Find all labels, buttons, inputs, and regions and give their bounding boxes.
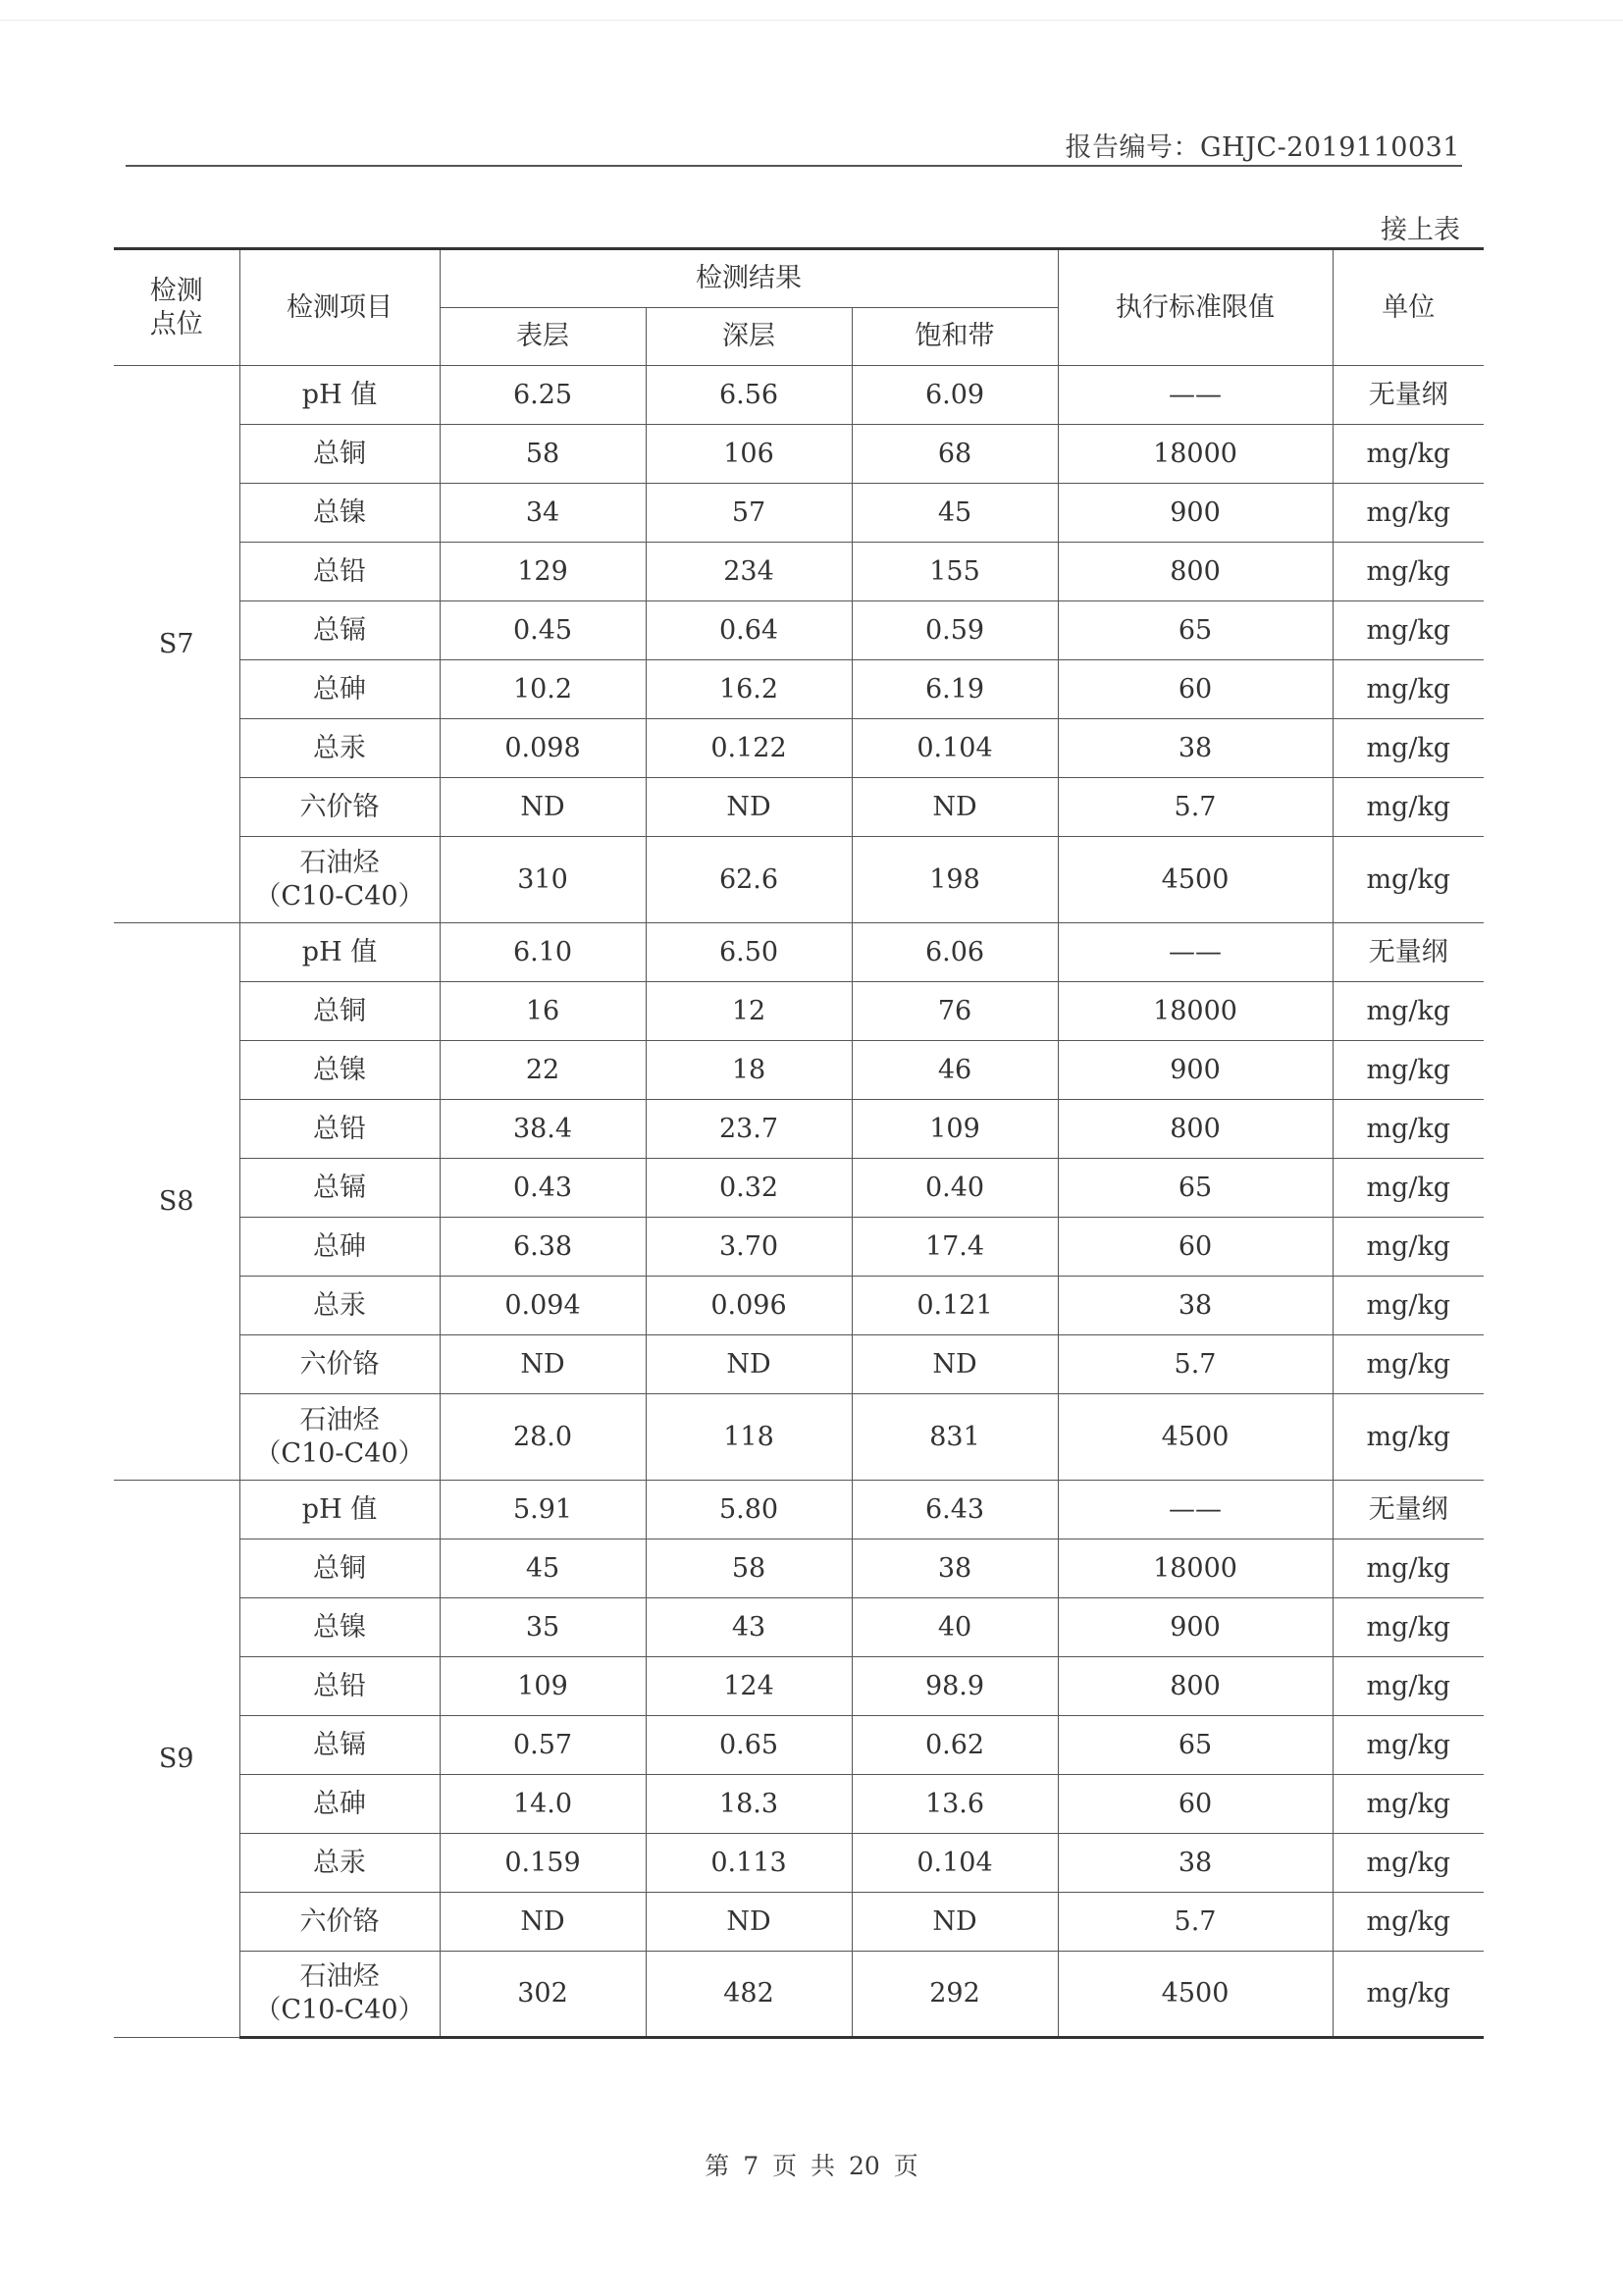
surface-value-cell: 28.0 <box>440 1394 646 1481</box>
saturated-value-cell: 98.9 <box>852 1657 1058 1716</box>
limit-value-cell: 800 <box>1058 1657 1333 1716</box>
deep-value-cell: 16.2 <box>646 660 852 719</box>
table-row <box>114 1159 1484 1218</box>
table-row <box>114 778 1484 837</box>
unit-cell: mg/kg <box>1333 1159 1484 1218</box>
saturated-value-cell: 46 <box>852 1041 1058 1100</box>
item-name: 总砷 <box>313 1230 366 1262</box>
deep-value-cell: 0.122 <box>646 719 852 778</box>
deep-value-cell: 3.70 <box>646 1218 852 1277</box>
item-cell <box>239 1657 440 1716</box>
surface-value-cell: 45 <box>440 1539 646 1598</box>
item-name: pH 值 <box>301 379 378 410</box>
limit-value-cell: —— <box>1058 923 1333 982</box>
deep-value-cell: 23.7 <box>646 1100 852 1159</box>
table-row <box>114 1100 1484 1159</box>
saturated-value-cell: 76 <box>852 982 1058 1041</box>
limit-value-cell: 38 <box>1058 1277 1333 1335</box>
col-header-item: 检测项目 <box>239 249 440 366</box>
item-cell <box>239 778 440 837</box>
unit-cell: mg/kg <box>1333 1100 1484 1159</box>
item-cell <box>239 923 440 982</box>
header-rule <box>126 165 1462 167</box>
item-name: 总砷 <box>313 673 366 704</box>
item-name: 石油烃 <box>299 847 380 878</box>
unit-cell: mg/kg <box>1333 601 1484 660</box>
saturated-value-cell: 40 <box>852 1598 1058 1657</box>
limit-value-cell: 18000 <box>1058 425 1333 484</box>
saturated-value-cell: ND <box>852 1335 1058 1394</box>
unit-cell: 无量纲 <box>1333 1481 1484 1539</box>
table-row <box>114 1335 1484 1394</box>
item-name: 总镍 <box>313 1054 366 1085</box>
unit-cell: mg/kg <box>1333 1218 1484 1277</box>
limit-value-cell: 5.7 <box>1058 1335 1333 1394</box>
saturated-value-cell: 292 <box>852 1952 1058 2038</box>
table-row <box>114 1481 1484 1539</box>
item-cell <box>239 1893 440 1952</box>
deep-value-cell: 6.56 <box>646 366 852 425</box>
unit-cell: mg/kg <box>1333 982 1484 1041</box>
col-header-site-line2: 点位 <box>149 308 203 339</box>
item-name: 总镍 <box>313 496 366 528</box>
deep-value-cell: 0.113 <box>646 1834 852 1893</box>
item-cell <box>239 1834 440 1893</box>
limit-value-cell: 38 <box>1058 719 1333 778</box>
col-header-site-line1: 检测 <box>149 275 203 306</box>
table-row <box>114 425 1484 484</box>
item-cell <box>239 366 440 425</box>
item-cell <box>239 1716 440 1775</box>
unit-cell: mg/kg <box>1333 425 1484 484</box>
deep-value-cell: 43 <box>646 1598 852 1657</box>
report-number: 报告编号：GHJC-2019110031 <box>1065 132 1460 163</box>
unit-cell: mg/kg <box>1333 1716 1484 1775</box>
unit-cell: mg/kg <box>1333 1394 1484 1481</box>
item-name: 六价铬 <box>299 1905 380 1937</box>
limit-value-cell: 60 <box>1058 1775 1333 1834</box>
table-row <box>114 982 1484 1041</box>
limit-value-cell: —— <box>1058 366 1333 425</box>
limit-value-cell: —— <box>1058 1481 1333 1539</box>
item-name: 总镍 <box>313 1611 366 1643</box>
item-cell <box>239 660 440 719</box>
deep-value-cell: 106 <box>646 425 852 484</box>
item-name: 石油烃 <box>299 1961 380 1993</box>
table-row <box>114 1834 1484 1893</box>
saturated-value-cell: 0.121 <box>852 1277 1058 1335</box>
item-name: 总铅 <box>313 1113 366 1144</box>
site-cell: S7 <box>114 366 239 923</box>
limit-value-cell: 900 <box>1058 484 1333 543</box>
deep-value-cell: 57 <box>646 484 852 543</box>
surface-value-cell: 0.45 <box>440 601 646 660</box>
saturated-value-cell: 155 <box>852 543 1058 601</box>
limit-value-cell: 65 <box>1058 1159 1333 1218</box>
item-name: 总镉 <box>313 1172 366 1203</box>
continued-label: 接上表 <box>1381 215 1460 245</box>
unit-cell: mg/kg <box>1333 1775 1484 1834</box>
surface-value-cell: ND <box>440 1335 646 1394</box>
item-cell <box>239 1100 440 1159</box>
unit-cell: mg/kg <box>1333 1539 1484 1598</box>
saturated-value-cell: ND <box>852 778 1058 837</box>
item-subname: （C10-C40） <box>254 1995 425 2025</box>
unit-cell: mg/kg <box>1333 1893 1484 1952</box>
unit-cell: 无量纲 <box>1333 923 1484 982</box>
item-name: 总砷 <box>313 1788 366 1819</box>
limit-value-cell: 4500 <box>1058 1394 1333 1481</box>
unit-cell: mg/kg <box>1333 1598 1484 1657</box>
table-row <box>114 1041 1484 1100</box>
saturated-value-cell: 13.6 <box>852 1775 1058 1834</box>
page-number: 第 7 页 共 20 页 <box>705 2152 918 2180</box>
surface-value-cell: 0.094 <box>440 1277 646 1335</box>
item-cell <box>239 837 440 923</box>
site-cell: S8 <box>114 923 239 1481</box>
table-row <box>114 1277 1484 1335</box>
table-row <box>114 923 1484 982</box>
col-header-results: 检测结果 <box>440 249 1058 308</box>
saturated-value-cell: ND <box>852 1893 1058 1952</box>
table-row <box>114 601 1484 660</box>
item-subname: （C10-C40） <box>254 880 425 912</box>
limit-value-cell: 65 <box>1058 1716 1333 1775</box>
saturated-value-cell: 6.06 <box>852 923 1058 982</box>
col-header-site <box>114 249 239 366</box>
item-name: 六价铬 <box>299 791 380 822</box>
table-row <box>114 1218 1484 1277</box>
col-header-unit: 单位 <box>1333 249 1484 366</box>
saturated-value-cell: 0.104 <box>852 719 1058 778</box>
item-cell <box>239 1277 440 1335</box>
item-cell <box>239 1598 440 1657</box>
limit-value-cell: 900 <box>1058 1041 1333 1100</box>
limit-value-cell: 60 <box>1058 660 1333 719</box>
table-row <box>114 660 1484 719</box>
deep-value-cell: ND <box>646 778 852 837</box>
deep-value-cell: 234 <box>646 543 852 601</box>
unit-cell: mg/kg <box>1333 719 1484 778</box>
saturated-value-cell: 831 <box>852 1394 1058 1481</box>
table-row <box>114 1394 1484 1481</box>
results-body <box>114 366 1484 2038</box>
item-name: 总铜 <box>313 1552 366 1584</box>
limit-value-cell: 800 <box>1058 543 1333 601</box>
deep-value-cell: 5.80 <box>646 1481 852 1539</box>
surface-value-cell: 0.159 <box>440 1834 646 1893</box>
surface-value-cell: 6.38 <box>440 1218 646 1277</box>
col-header-saturated: 饱和带 <box>852 308 1058 366</box>
deep-value-cell: 58 <box>646 1539 852 1598</box>
deep-value-cell: 0.096 <box>646 1277 852 1335</box>
surface-value-cell: 0.43 <box>440 1159 646 1218</box>
unit-cell: mg/kg <box>1333 1335 1484 1394</box>
item-cell <box>239 1159 440 1218</box>
surface-value-cell: 0.57 <box>440 1716 646 1775</box>
item-cell <box>239 1041 440 1100</box>
surface-value-cell: 302 <box>440 1952 646 2038</box>
surface-value-cell: 35 <box>440 1598 646 1657</box>
saturated-value-cell: 0.62 <box>852 1716 1058 1775</box>
saturated-value-cell: 45 <box>852 484 1058 543</box>
deep-value-cell: 12 <box>646 982 852 1041</box>
table-row <box>114 543 1484 601</box>
surface-value-cell: 5.91 <box>440 1481 646 1539</box>
surface-value-cell: 109 <box>440 1657 646 1716</box>
limit-value-cell: 38 <box>1058 1834 1333 1893</box>
saturated-value-cell: 109 <box>852 1100 1058 1159</box>
deep-value-cell: 0.65 <box>646 1716 852 1775</box>
item-cell <box>239 601 440 660</box>
unit-cell: 无量纲 <box>1333 366 1484 425</box>
saturated-value-cell: 6.09 <box>852 366 1058 425</box>
saturated-value-cell: 0.40 <box>852 1159 1058 1218</box>
item-subname: （C10-C40） <box>254 1437 425 1469</box>
item-cell <box>239 484 440 543</box>
deep-value-cell: 482 <box>646 1952 852 2038</box>
deep-value-cell: ND <box>646 1893 852 1952</box>
deep-value-cell: 62.6 <box>646 837 852 923</box>
limit-value-cell: 5.7 <box>1058 1893 1333 1952</box>
table-row <box>114 1657 1484 1716</box>
limit-value-cell: 800 <box>1058 1100 1333 1159</box>
item-cell <box>239 1218 440 1277</box>
saturated-value-cell: 17.4 <box>852 1218 1058 1277</box>
surface-value-cell: 34 <box>440 484 646 543</box>
item-cell <box>239 543 440 601</box>
limit-value-cell: 4500 <box>1058 1952 1333 2038</box>
item-name: 总镉 <box>313 614 366 646</box>
item-name: 总铅 <box>313 1670 366 1701</box>
item-name: 石油烃 <box>299 1404 380 1435</box>
table-row <box>114 366 1484 425</box>
saturated-value-cell: 38 <box>852 1539 1058 1598</box>
deep-value-cell: 0.64 <box>646 601 852 660</box>
saturated-value-cell: 6.43 <box>852 1481 1058 1539</box>
item-cell <box>239 425 440 484</box>
table-row <box>114 1952 1484 2038</box>
item-name: pH 值 <box>301 936 378 967</box>
item-name: 总镉 <box>313 1729 366 1760</box>
item-cell <box>239 1394 440 1481</box>
table-row <box>114 1598 1484 1657</box>
col-header-limit: 执行标准限值 <box>1058 249 1333 366</box>
table-row <box>114 837 1484 923</box>
limit-value-cell: 900 <box>1058 1598 1333 1657</box>
col-header-deep: 深层 <box>646 308 852 366</box>
surface-value-cell: ND <box>440 778 646 837</box>
item-name: 总铅 <box>313 555 366 587</box>
table-row <box>114 1893 1484 1952</box>
deep-value-cell: 18 <box>646 1041 852 1100</box>
saturated-value-cell: 0.104 <box>852 1834 1058 1893</box>
surface-value-cell: 129 <box>440 543 646 601</box>
saturated-value-cell: 0.59 <box>852 601 1058 660</box>
deep-value-cell: 118 <box>646 1394 852 1481</box>
surface-value-cell: 14.0 <box>440 1775 646 1834</box>
top-edge-rule <box>0 20 1623 21</box>
limit-value-cell: 60 <box>1058 1218 1333 1277</box>
table-row <box>114 1716 1484 1775</box>
surface-value-cell: 0.098 <box>440 719 646 778</box>
table-row <box>114 719 1484 778</box>
item-cell <box>239 1335 440 1394</box>
limit-value-cell: 18000 <box>1058 1539 1333 1598</box>
unit-cell: mg/kg <box>1333 778 1484 837</box>
results-table <box>114 247 1484 2039</box>
item-cell <box>239 1775 440 1834</box>
col-header-surface: 表层 <box>440 308 646 366</box>
surface-value-cell: 6.25 <box>440 366 646 425</box>
table-row <box>114 1775 1484 1834</box>
unit-cell: mg/kg <box>1333 1041 1484 1100</box>
surface-value-cell: 22 <box>440 1041 646 1100</box>
item-cell <box>239 1952 440 2038</box>
deep-value-cell: ND <box>646 1335 852 1394</box>
limit-value-cell: 18000 <box>1058 982 1333 1041</box>
item-name: 总铜 <box>313 995 366 1026</box>
unit-cell: mg/kg <box>1333 1277 1484 1335</box>
unit-cell: mg/kg <box>1333 1834 1484 1893</box>
unit-cell: mg/kg <box>1333 837 1484 923</box>
item-name: 总汞 <box>313 732 366 763</box>
unit-cell: mg/kg <box>1333 1657 1484 1716</box>
item-name: 总汞 <box>313 1289 366 1321</box>
limit-value-cell: 4500 <box>1058 837 1333 923</box>
unit-cell: mg/kg <box>1333 543 1484 601</box>
item-cell <box>239 719 440 778</box>
surface-value-cell: 58 <box>440 425 646 484</box>
limit-value-cell: 65 <box>1058 601 1333 660</box>
item-name: 总铜 <box>313 438 366 469</box>
item-cell <box>239 1481 440 1539</box>
surface-value-cell: ND <box>440 1893 646 1952</box>
surface-value-cell: 38.4 <box>440 1100 646 1159</box>
unit-cell: mg/kg <box>1333 1952 1484 2038</box>
deep-value-cell: 6.50 <box>646 923 852 982</box>
saturated-value-cell: 198 <box>852 837 1058 923</box>
saturated-value-cell: 6.19 <box>852 660 1058 719</box>
item-cell <box>239 982 440 1041</box>
surface-value-cell: 10.2 <box>440 660 646 719</box>
unit-cell: mg/kg <box>1333 660 1484 719</box>
item-name: 六价铬 <box>299 1348 380 1380</box>
site-cell: S9 <box>114 1481 239 2038</box>
surface-value-cell: 6.10 <box>440 923 646 982</box>
deep-value-cell: 0.32 <box>646 1159 852 1218</box>
limit-value-cell: 5.7 <box>1058 778 1333 837</box>
unit-cell: mg/kg <box>1333 484 1484 543</box>
item-cell <box>239 1539 440 1598</box>
deep-value-cell: 18.3 <box>646 1775 852 1834</box>
surface-value-cell: 310 <box>440 837 646 923</box>
table-row <box>114 484 1484 543</box>
surface-value-cell: 16 <box>440 982 646 1041</box>
table-row <box>114 1539 1484 1598</box>
item-name: 总汞 <box>313 1847 366 1878</box>
item-name: pH 值 <box>301 1493 378 1525</box>
deep-value-cell: 124 <box>646 1657 852 1716</box>
saturated-value-cell: 68 <box>852 425 1058 484</box>
